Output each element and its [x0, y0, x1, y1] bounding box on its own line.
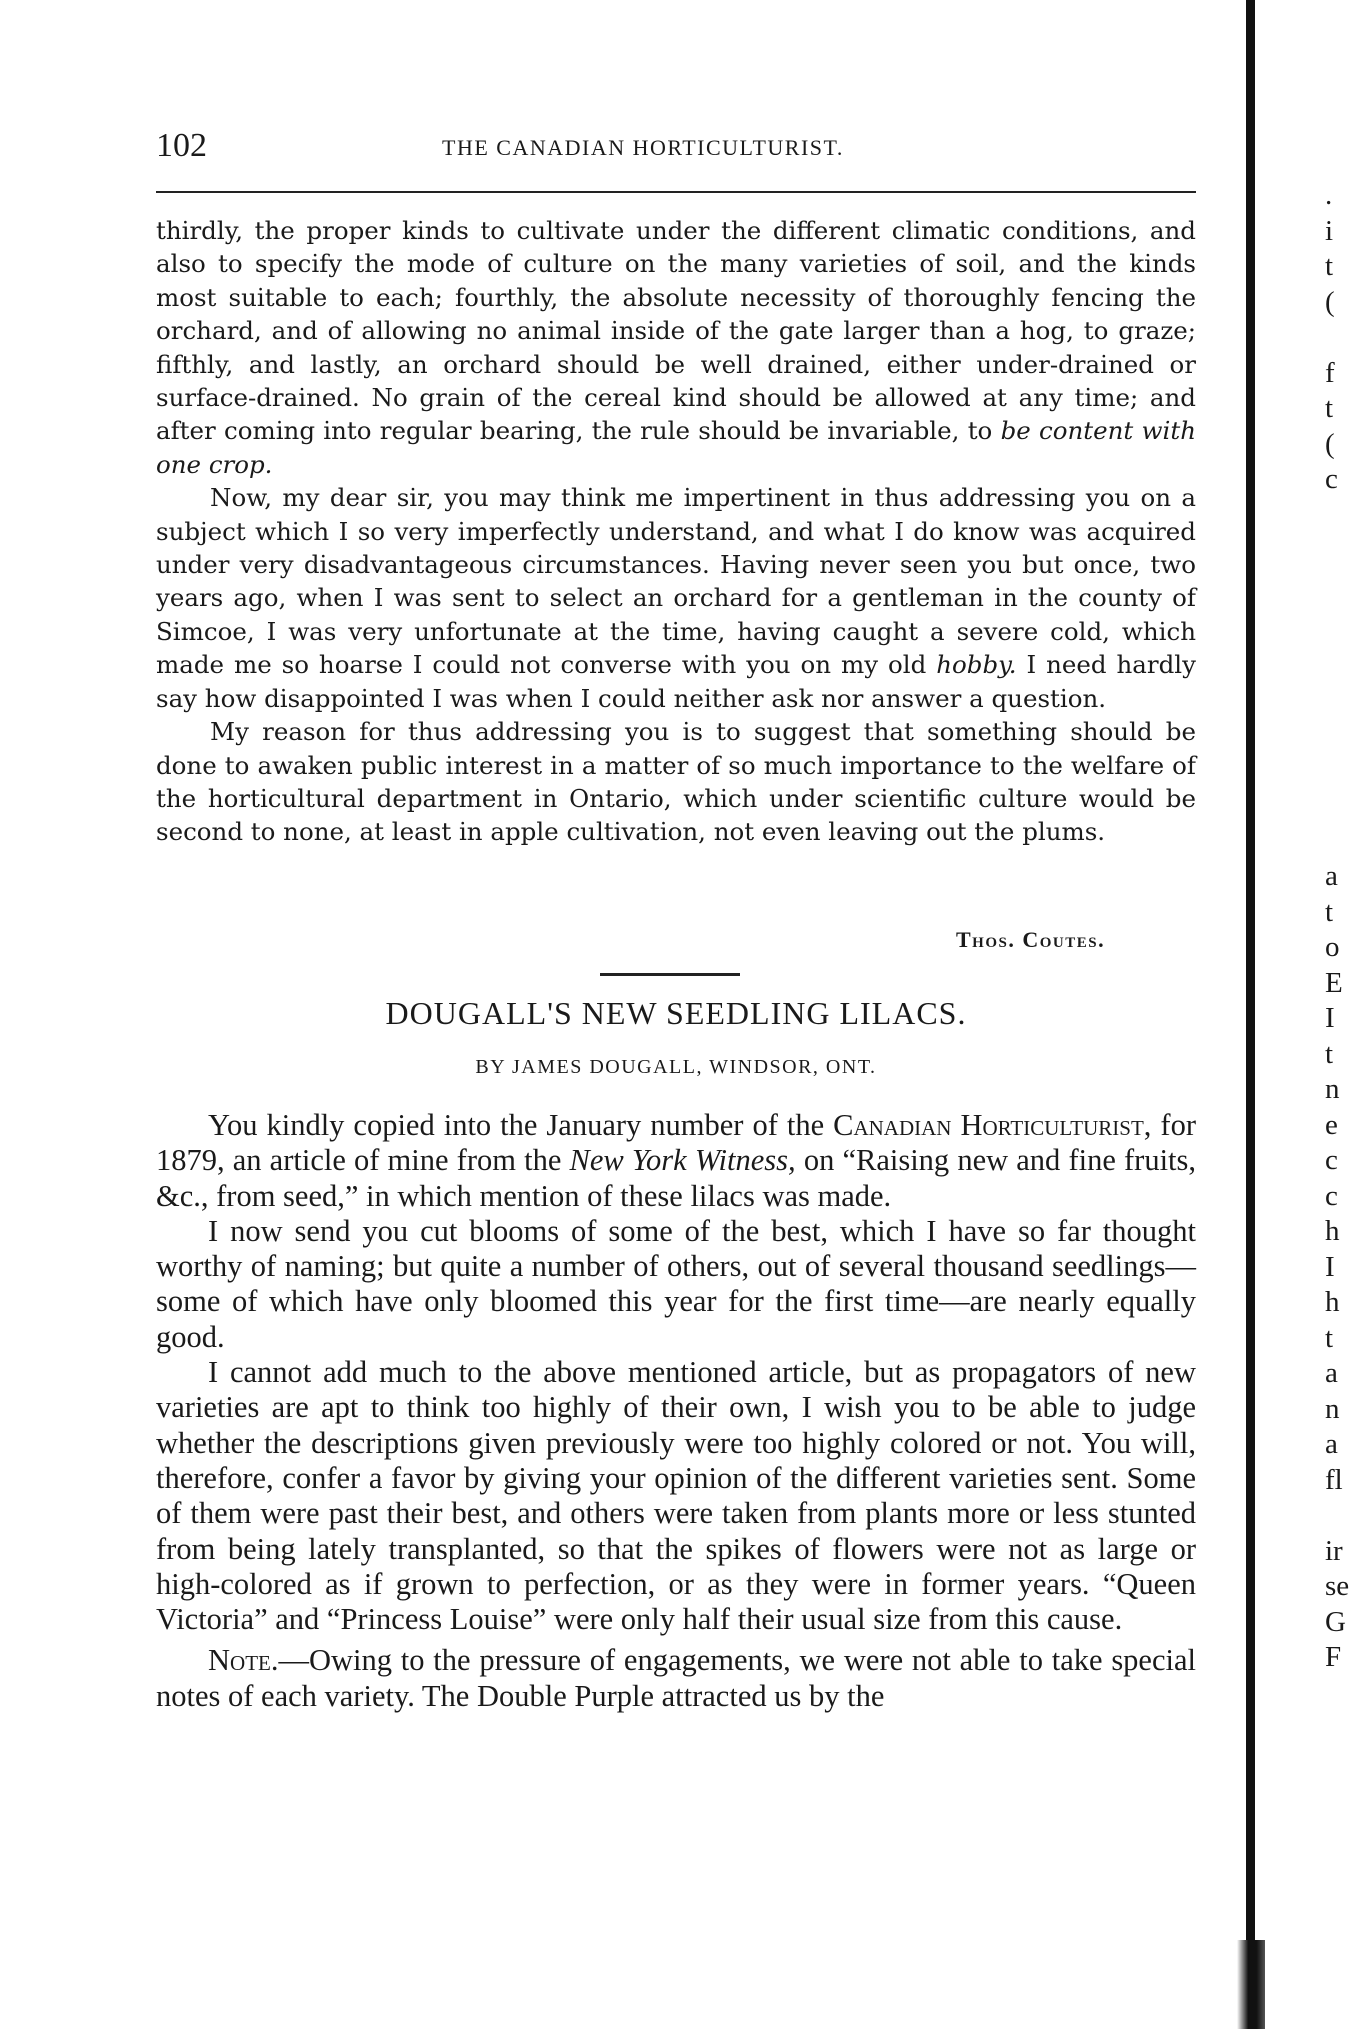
section-divider: [600, 973, 740, 976]
letter-paragraph-3-text: My reason for thus addressing you is to suggest that something should be done to awaken public interest in a matter of so much importance to the welfare of the horticultural department in Ontario, which under scientific culture would be second to none, at least in apple cultivation, not even leaving out the plums.: [156, 717, 1196, 847]
article-body: [156, 1108, 1196, 1714]
article-paragraph-1-italic: New York Witness,: [569, 1143, 796, 1178]
book-spine-shadow: [1246, 0, 1255, 2029]
facing-bottom-fragment: a: [1325, 1357, 1338, 1389]
letter-paragraph-1: [156, 214, 1196, 481]
article-paragraph-2-text: I now send you cut blooms of some of the best, which I have so far thought worthy of naming; but quite a number of others, out of several thousand seedlings—some of which have only bloomed this year for the first time—are nearly equally good.: [156, 1213, 1196, 1354]
article-title: DOUGALL'S NEW SEEDLING LILACS.: [385, 995, 967, 1031]
facing-bottom-fragment: ir: [1325, 1534, 1343, 1567]
facing-bottom-fragment: F: [1325, 1641, 1342, 1673]
facing-top-fragment: f: [1325, 356, 1335, 389]
letter-signature: Thos. Coutes.: [956, 927, 1106, 952]
facing-bottom-fragment: a: [1325, 1428, 1338, 1460]
article-byline: BY JAMES DOUGALL, WINDSOR, ONT.: [475, 1056, 877, 1078]
facing-top-fragment: t: [1325, 392, 1334, 424]
editor-note-text: —Owing to the pressure of engagements, we were not able to take special notes of each variety. The Double Purple attracted us by the: [156, 1643, 1196, 1713]
facing-top-fragment: (: [1325, 285, 1335, 318]
facing-top-fragment: .: [1325, 179, 1333, 211]
letter-paragraph-2-italic: hobby.: [936, 650, 1017, 680]
letter-paragraph-2-text-a: Now, my dear sir, you may think me impertinent in thus addressing you on a subject which I so very imperfectly understand, and what I do know was acquired under very disadvantageous circumstances. Having never seen you but once, two years ago, when I was sent to select an orchard for a gentleman in the county of Simcoe, I was very unfortunate at the time, having caught a severe cold, which made me so hoarse I could not converse with you on my old: [156, 483, 1196, 680]
letter-paragraph-1-italic: be content with one crop.: [156, 416, 1196, 479]
article-paragraph-1-text-a: You kindly copied into the January number of the: [208, 1108, 825, 1142]
facing-bottom-fragment: G: [1325, 1605, 1346, 1638]
facing-bottom-fragment: n: [1325, 1392, 1340, 1425]
facing-bottom-fragment: [1325, 1498, 1365, 1534]
facing-bottom-fragment: c: [1325, 1144, 1338, 1176]
article-paragraph-2: [156, 1214, 1196, 1355]
article-paragraph-1-text-c: on “Raising new and fine fruits, &c., from seed,” in which mention of these lilacs was made.: [156, 1143, 1197, 1213]
facing-bottom-fragment: E: [1325, 966, 1343, 999]
running-title: THE CANADIAN HORTICULTURIST.: [442, 135, 844, 160]
letter-body: [156, 214, 1196, 849]
facing-bottom-fragment: h: [1325, 1286, 1340, 1318]
page-header: [156, 127, 1196, 163]
letter-paragraph-2: [156, 481, 1196, 715]
facing-page-edge-bottom: [1325, 859, 1365, 1676]
facing-bottom-fragment: se: [1325, 1570, 1350, 1602]
facing-bottom-fragment: h: [1325, 1215, 1340, 1247]
facing-top-fragment: t: [1325, 250, 1334, 282]
letter-paragraph-1-text: thirdly, the proper kinds to cultivate under the different climatic conditions, and also to specify the mode of culture on the many varieties of soil, and the kinds most suitable to each; fourthly, the absolute necessity of thoroughly fencing the orchard, and of allowing no animal inside of the gate larger than a hog, to graze; fifthly, and lastly, an orchard should be well drained, either under-drained or surface-drained. No grain of the cereal kind should be allowed at any time; and after coming into regular bearing, the rule should be invariable, to: [156, 216, 1196, 446]
letter-paragraph-2-text-b: I need hardly say how disappointed I was when I could neither ask nor answer a question.: [156, 650, 1196, 713]
facing-bottom-fragment: fl: [1325, 1463, 1343, 1496]
article-paragraph-3: [156, 1355, 1196, 1637]
facing-bottom-fragment: t: [1325, 895, 1334, 928]
article-paragraph-1-smallcaps: Canadian Horticulturist,: [833, 1108, 1152, 1142]
facing-bottom-fragment: o: [1325, 931, 1340, 963]
facing-bottom-fragment: c: [1325, 1179, 1338, 1212]
letter-paragraph-3: [156, 715, 1196, 849]
facing-bottom-fragment: n: [1325, 1073, 1340, 1105]
facing-top-fragment: i: [1325, 214, 1334, 247]
facing-bottom-fragment: I: [1325, 1250, 1335, 1283]
editor-note: [156, 1643, 1196, 1714]
page-number: 102: [156, 127, 207, 164]
article-paragraph-3-text: I cannot add much to the above mentioned article, but as propagators of new varieties are apt to think too highly of their own, I wish you to be able to judge whether the descriptions given previously were too highly colored or not. You will, therefore, confer a favor by giving your opinion of the different varieties sent. Some of them were past their best, and others were taken from plants more or less stunted from being lately transplanted, so that the spikes of flowers were not as large or high-colored as if grown to perfection, or as they were in former years. “Queen Victoria” and “Princess Louise” were only half their usual size from this cause.: [156, 1355, 1196, 1637]
facing-bottom-fragment: t: [1325, 1321, 1334, 1354]
header-rule: [156, 191, 1196, 193]
facing-page-edge-top: [1325, 178, 1365, 498]
editor-note-label: Note.: [208, 1643, 279, 1678]
facing-top-fragment: [1325, 320, 1365, 356]
facing-top-fragment: c: [1325, 463, 1338, 495]
book-spine-foot: [1237, 1940, 1265, 2029]
article-paragraph-1-text-b: for 1879, an article of mine from the: [156, 1108, 1196, 1178]
facing-bottom-fragment: e: [1325, 1108, 1338, 1141]
facing-bottom-fragment: I: [1325, 1002, 1335, 1034]
facing-top-fragment: (: [1325, 427, 1335, 460]
facing-bottom-fragment: a: [1325, 860, 1338, 892]
facing-bottom-fragment: t: [1325, 1037, 1334, 1070]
article-paragraph-1: [156, 1108, 1196, 1214]
